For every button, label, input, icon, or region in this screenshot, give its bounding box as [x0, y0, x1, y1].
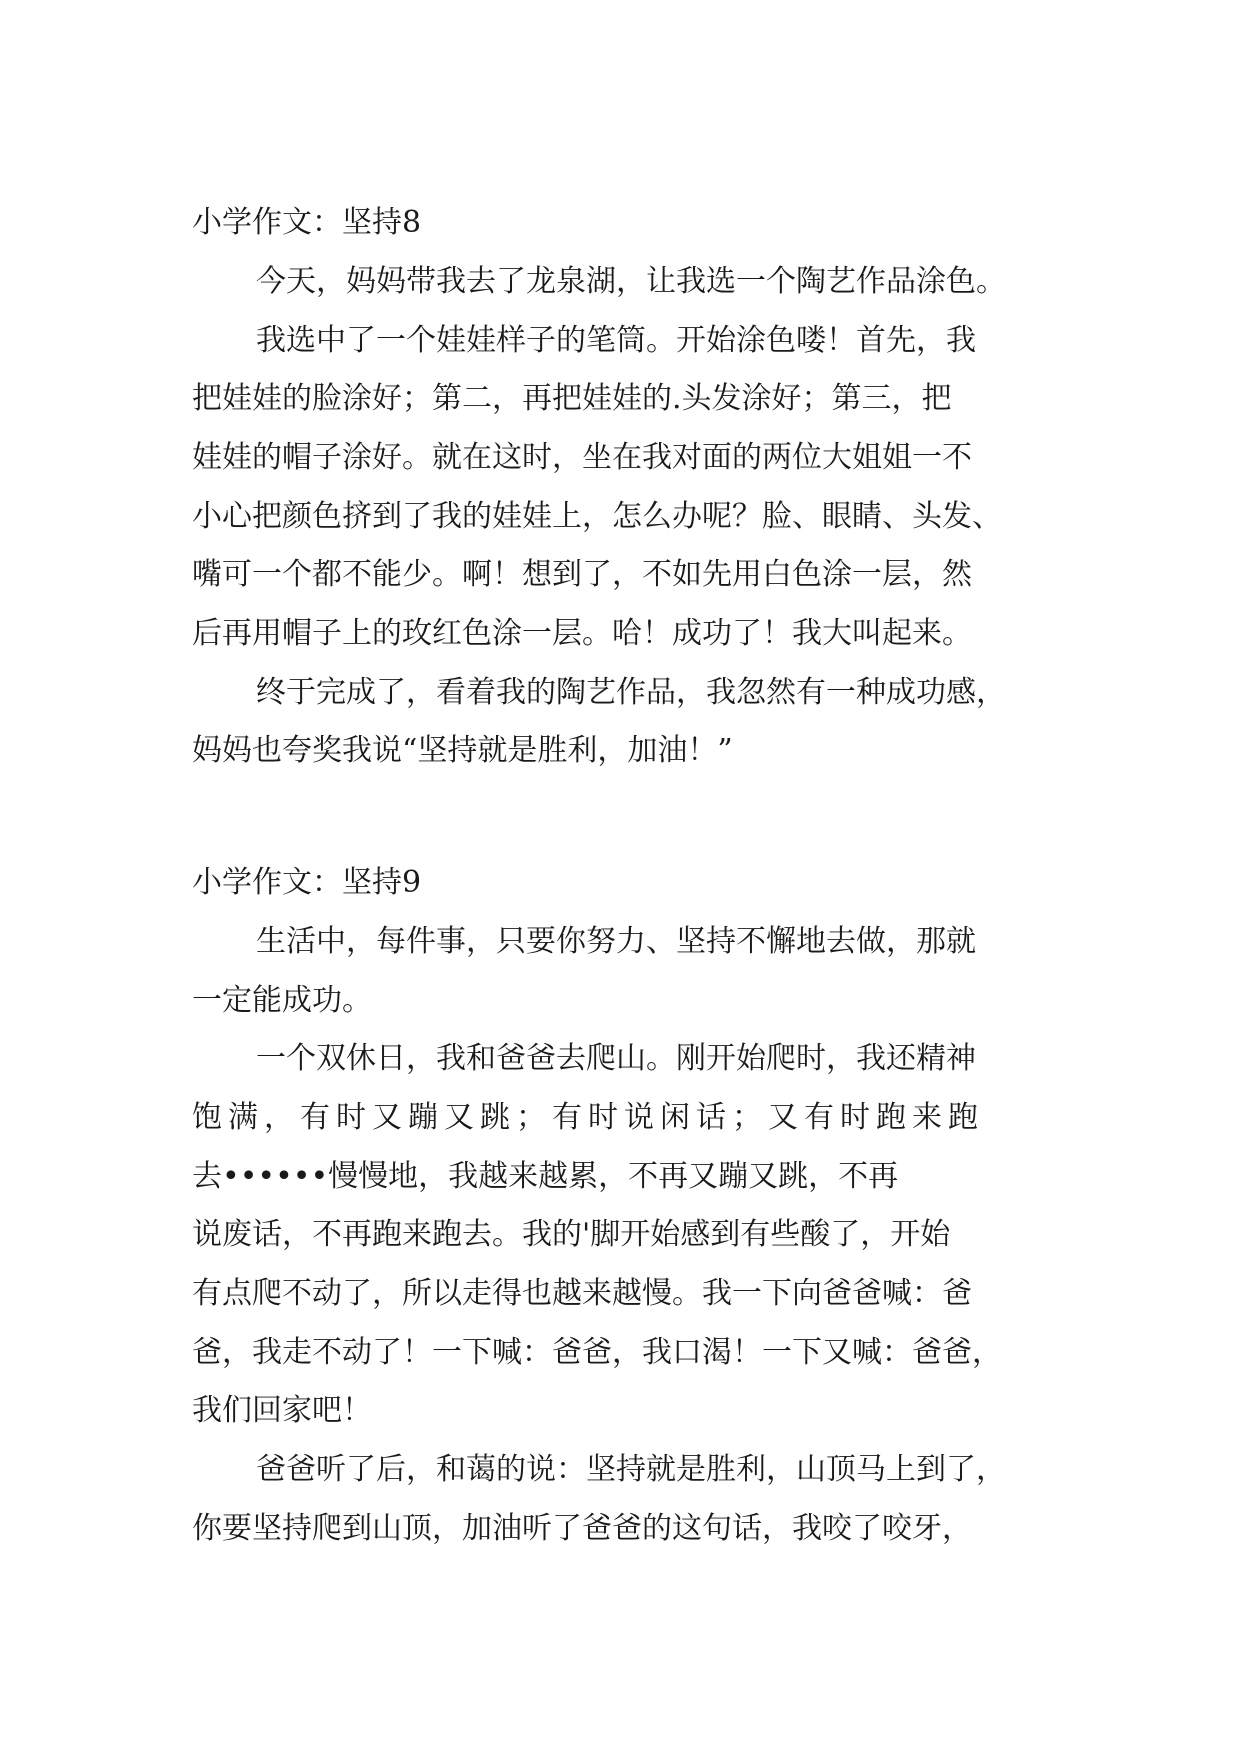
essay-8-paragraph-2-line: 把娃娃的脸涂好；第二，再把娃娃的.头发涂好；第三，把: [192, 381, 952, 416]
essay-8-paragraph-2-line: 小心把颜色挤到了我的娃娃上，怎么办呢？脸、眼睛、头发、: [192, 499, 1002, 534]
essay-9-paragraph-1-line: 生活中，每件事，只要你努力、坚持不懈地去做，那就: [256, 924, 976, 959]
essay-8-paragraph-1-line: 今天，妈妈带我去了龙泉湖，让我选一个陶艺作品涂色。: [256, 264, 1006, 299]
essay-9-paragraph-1-line: 一定能成功。: [192, 983, 372, 1018]
essay-8-paragraph-3-line: 妈妈也夸奖我说“坚持就是胜利，加油！”: [192, 733, 733, 768]
essay-8-paragraph-2-line: 嘴可一个都不能少。啊！想到了，不如先用白色涂一层，然: [192, 557, 972, 592]
essay-9-title: 小学作文：坚持9: [192, 865, 422, 900]
essay-9-paragraph-2-line: 去••••••慢慢地，我越来越累，不再又蹦又跳，不再: [192, 1159, 899, 1194]
essay-9-paragraph-2-line: 我们回家吧！: [192, 1393, 372, 1428]
essay-8-paragraph-3-line: 终于完成了，看着我的陶艺作品，我忽然有一种成功感，: [256, 675, 1006, 710]
essay-8-paragraph-2-line: 娃娃的帽子涂好。就在这时，坐在我对面的两位大姐姐一不: [192, 440, 972, 475]
essay-8-title: 小学作文：坚持8: [192, 205, 422, 240]
essay-8-paragraph-2-line: 后再用帽子上的玫红色涂一层。哈！成功了！我大叫起来。: [192, 616, 972, 651]
essay-9-paragraph-2-line: 饱满，有时又蹦又跳；有时说闲话；又有时跑来跑: [192, 1100, 984, 1135]
essay-9-paragraph-2-line: 有点爬不动了，所以走得也越来越慢。我一下向爸爸喊：爸: [192, 1276, 972, 1311]
essay-9-paragraph-3-line: 你要坚持爬到山顶，加油听了爸爸的这句话，我咬了咬牙，: [192, 1511, 972, 1546]
essay-8-paragraph-2-line: 我选中了一个娃娃样子的笔筒。开始涂色喽！首先，我: [256, 323, 976, 358]
essay-9-paragraph-3-line: 爸爸听了后，和蔼的说：坚持就是胜利，山顶马上到了，: [256, 1452, 1006, 1487]
essay-9-paragraph-2-line: 一个双休日，我和爸爸去爬山。刚开始爬时，我还精神: [256, 1041, 976, 1076]
essay-9-paragraph-2-line: 说废话，不再跑来跑去。我的'脚开始感到有些酸了，开始: [192, 1217, 951, 1252]
essay-9-paragraph-2-line: 爸，我走不动了！一下喊：爸爸，我口渴！一下又喊：爸爸，: [192, 1335, 1002, 1370]
